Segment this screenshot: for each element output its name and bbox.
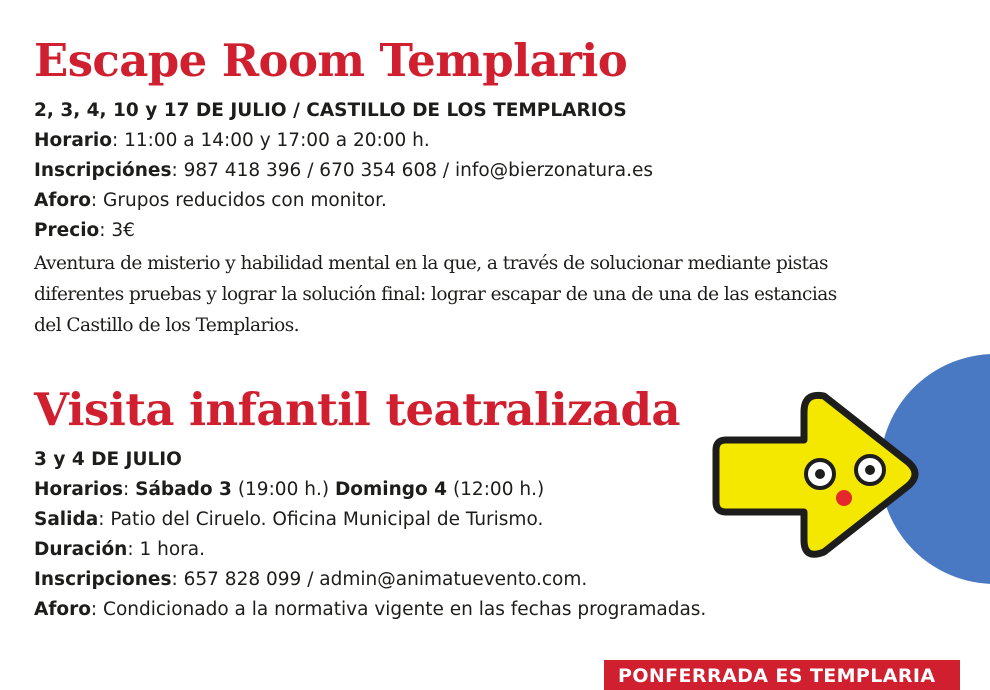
event2-duration-label: Duración — [34, 539, 128, 560]
event2-schedule-label: Horarios — [34, 479, 123, 500]
event2-schedule-sep: : — [123, 479, 136, 500]
event2-departure-label: Salida — [34, 509, 99, 530]
event2-departure-value: : Patio del Ciruelo. Oficina Municipal de Turismo. — [98, 509, 544, 530]
event1-capacity — [34, 190, 387, 211]
event1-description-line: del Castillo de los Templarios. — [34, 315, 299, 336]
event1-price — [34, 220, 135, 241]
event2-title: Visita infantil teatralizada — [34, 383, 680, 436]
event2-registration-value: : 657 828 099 / admin@animatuevento.com. — [171, 569, 588, 590]
event2-capacity-value: : Condicionado a la normativa vigente en las fechas programadas. — [90, 599, 707, 620]
event2-duration-value: : 1 hora. — [127, 539, 205, 560]
event2-schedule — [34, 479, 544, 500]
event2-schedule-day2: Domingo 4 — [334, 479, 448, 500]
event1-capacity-value: : Grupos reducidos con monitor. — [90, 190, 387, 211]
event2-schedule-time1: (19:00 h.) — [231, 479, 335, 500]
event1-registration-value: : 987 418 396 / 670 354 608 / info@bierzonatura.es — [171, 160, 653, 181]
event2-capacity-label: Aforo — [34, 599, 91, 620]
event2-capacity — [34, 599, 706, 620]
event2-registration-label: Inscripciones — [34, 569, 172, 590]
event1-price-value: : 3€ — [99, 220, 135, 241]
yellow-arrow-character-icon — [712, 388, 927, 568]
event2-schedule-day1: Sábado 3 — [135, 479, 232, 500]
event2-departure — [34, 509, 543, 530]
event1-description-line: diferentes pruebas y lograr la solución final: lograr escapar de una de una de las estancias — [34, 284, 837, 305]
event1-price-label: Precio — [34, 220, 100, 241]
event1-description — [34, 248, 964, 341]
event1-title: Escape Room Templario — [34, 34, 628, 87]
event2-duration — [34, 539, 205, 560]
event2-dates: 3 y 4 DE JULIO — [34, 449, 182, 470]
event1-dates: 2, 3, 4, 10 y 17 DE JULIO / CASTILLO DE LOS TEMPLARIOS — [34, 100, 627, 121]
event1-registration-label: Inscripciónes — [34, 160, 172, 181]
footer-band — [604, 660, 960, 690]
event1-description-line: Aventura de misterio y habilidad mental en la que, a través de solucionar mediante pistas — [34, 253, 828, 274]
event1-schedule-label: Horario — [34, 130, 112, 151]
event1-schedule — [34, 130, 430, 151]
event2-schedule-time2: (12:00 h.) — [447, 479, 545, 500]
footer-label: PONFERRADA ES TEMPLARIA — [618, 665, 936, 687]
event1-capacity-label: Aforo — [34, 190, 91, 211]
event2-registration — [34, 569, 587, 590]
event1-schedule-value: : 11:00 a 14:00 y 17:00 a 20:00 h. — [111, 130, 430, 151]
event1-registration — [34, 160, 653, 181]
